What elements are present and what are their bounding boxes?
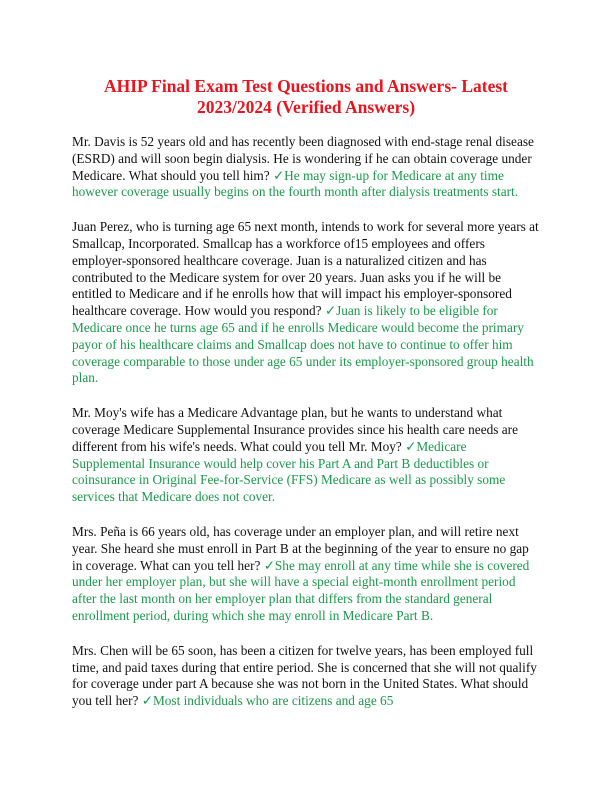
- qa-item-2: [72, 219, 540, 387]
- question-text: Mr. Moy's wife has a Medicare Advantage plan, but he wants to understand what coverage Medicare Supplemental Insurance provides since his health care needs are different from his wife's needs. What could you tell Mr. Moy?: [72, 405, 518, 454]
- check-mark-icon: ✓: [324, 303, 337, 319]
- answer-text: Medicare Supplemental Insurance would help cover his Part A and Part B deductibles or coinsurance in Original Fee-for-Service (FFS) Medicare as well as possibly some services that Medicare does not cover.: [72, 438, 506, 505]
- check-mark-icon: ✓: [263, 557, 275, 573]
- question-text: Mr. Davis is 52 years old and has recently been diagnosed with end-stage renal disease (ESRD) and will soon begin dialysis. He is wondering if he can obtain coverage under Medicare. What should you tell him?: [72, 134, 534, 183]
- check-mark-icon: ✓: [273, 167, 285, 183]
- answer-text: Juan is likely to be eligible for Medicare once he turns age 65 and if he enrolls Medicare would become the primary payor of his healthcare claims and Smallcap does not have to continue to offer him coverage comparable to those under age 65 under its employer-sponsored group health plan.: [72, 303, 534, 386]
- question-text: Mrs. Chen will be 65 soon, has been a citizen for twelve years, has been employed full time, and paid taxes during that entire period. She is concerned that she will not qualify for coverage under part A because she was not born in the United States. What should you tell her?: [72, 642, 537, 709]
- check-mark-icon: ✓: [141, 693, 153, 709]
- title-line-2: 2023/2024 (Verified Answers): [196, 97, 416, 117]
- document-title: [72, 76, 540, 118]
- qa-item-4: [72, 524, 540, 625]
- question-text: Juan Perez, who is turning age 65 next month, intends to work for several more years at Smallcap, Incorporated. Smallcap has a workforce of15 employees and offers employer-sponsored healthcare coverage. Juan is a naturalized citizen and has contributed to the Medicare system for over 20 years. Juan asks you if he will be entitled to Medicare and if he enrolls how that will impact his employer-sponsored healthcare coverage. How would you respond?: [72, 219, 539, 319]
- qa-item-1: [72, 134, 540, 201]
- answer-text: Most individuals who are citizens and age 65: [152, 693, 394, 709]
- answer-text: She may enroll at any time while she is covered under her employer plan, but she will have a special eight-month enrollment period after the last month on her employer plan that differs from the standard general enrollment period, during which she may enroll in Medicare Part B.: [72, 557, 530, 623]
- answer-text: He may sign-up for Medicare at any time however coverage usually begins on the fourth month after dialysis treatments start.: [72, 167, 519, 200]
- question-text: Mrs. Peña is 66 years old, has coverage under an employer plan, and will retire next year. She heard she must enroll in Part B at the beginning of the year to ensure no gap in coverage. What can you tell her?: [72, 523, 529, 573]
- title-line-1: AHIP Final Exam Test Questions and Answers- Latest: [103, 76, 508, 96]
- check-mark-icon: ✓: [405, 438, 417, 454]
- qa-item-3: [72, 405, 540, 506]
- qa-item-5: [72, 643, 540, 710]
